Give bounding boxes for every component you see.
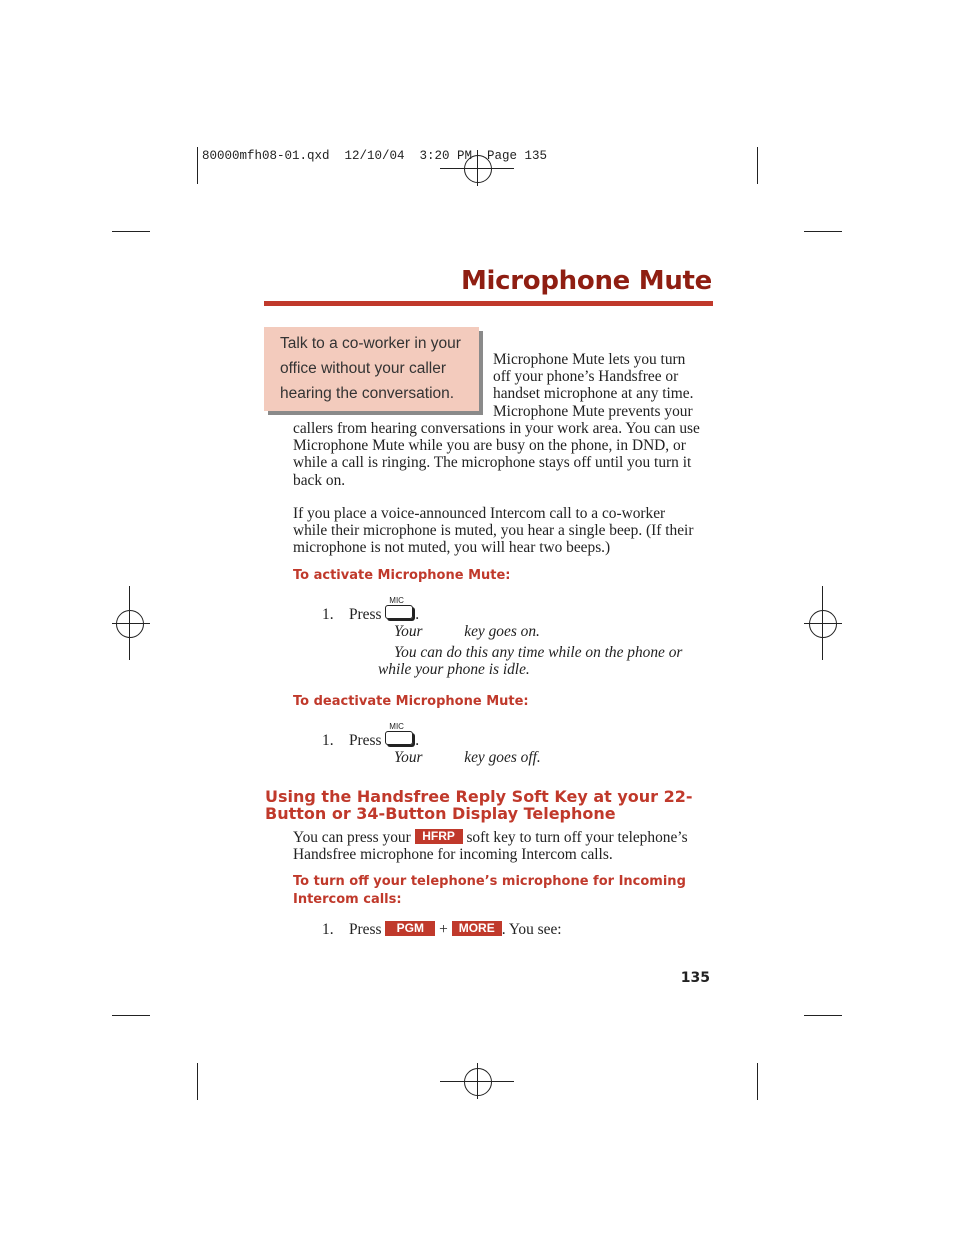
mic-key-label: MIC [389, 722, 404, 731]
result-rest: key goes on. [464, 623, 540, 640]
hfrp-softkey: HFRP [415, 829, 463, 844]
handsfree-heading [265, 788, 693, 822]
mic-key-icon [385, 596, 415, 621]
mic-key-label: MIC [389, 596, 404, 605]
subheading-line: Intercom calls: [293, 892, 402, 907]
intro-line: Microphone Mute lets you turn [493, 351, 686, 368]
crop-mark [197, 1063, 198, 1100]
para-before-key: You can press your [293, 829, 411, 846]
crop-mark [112, 1015, 150, 1016]
step-period: . [415, 606, 420, 623]
page-number: 135 [680, 970, 710, 986]
intercom-paragraph [293, 505, 693, 557]
step-text: Press [348, 732, 382, 749]
deactivate-step [322, 722, 420, 749]
crop-mark [112, 231, 150, 232]
intercom-line: while their microphone is muted, you hear a single beep. (If their [293, 522, 694, 540]
mic-key-icon [385, 722, 415, 747]
result-your: Your [394, 749, 423, 766]
step-text: Press [348, 921, 382, 938]
intercom-line: microphone is not muted, you will hear two beeps.) [293, 539, 611, 557]
intro-line: off your phone’s Handsfree or [493, 368, 679, 386]
callout-line: office without your caller [280, 360, 446, 377]
intercom-line: If you place a voice-announced Intercom call to a co-worker [293, 505, 666, 522]
crop-mark [197, 147, 198, 184]
heading-line: Using the Handsfree Reply Soft Key at your 22- [265, 787, 693, 806]
handsfree-paragraph [293, 829, 688, 863]
subheading-line: To turn off your telephone’s microphone for Incoming [293, 874, 686, 889]
turn-off-heading [293, 873, 686, 909]
deactivate-heading: To deactivate Microphone Mute: [293, 694, 529, 709]
pgm-softkey: PGM [385, 921, 435, 936]
activate-step [322, 596, 420, 623]
intro-line: Microphone Mute prevents your [493, 402, 693, 420]
title-rule [264, 301, 713, 306]
intro-line: callers from hearing conversations in your work area. You can use [293, 420, 700, 437]
intro-line: Microphone Mute while you are busy on the phone, in DND, or [293, 437, 686, 455]
deactivate-result [394, 749, 541, 766]
crop-mark [804, 231, 842, 232]
intro-line: while a call is ringing. The microphone stays off until you turn it [293, 454, 692, 472]
intro-line: back on. [293, 471, 346, 489]
step-text: Press [348, 606, 382, 623]
intro-paragraph-continued [293, 420, 700, 489]
activate-heading: To activate Microphone Mute: [293, 568, 511, 583]
intro-line: handset microphone at any time. [493, 385, 694, 403]
callout-line: Talk to a co-worker in your [280, 335, 461, 352]
callout-box [264, 327, 479, 411]
step-number: 1. [322, 606, 334, 623]
activate-result [394, 623, 540, 640]
crop-mark [757, 147, 758, 184]
file-slug: 80000mfh08-01.qxd 12/10/04 3:20 PM Page 135 [202, 149, 548, 163]
page-title: Microphone Mute [460, 266, 712, 296]
note-line: while your phone is idle. [378, 661, 530, 679]
intro-paragraph [493, 351, 693, 420]
result-rest: key goes off. [464, 749, 541, 766]
step-period: . [415, 732, 420, 749]
more-softkey: MORE [452, 921, 502, 936]
crop-mark [757, 1063, 758, 1100]
para-line: Handsfree microphone for incoming Intercom calls. [293, 846, 613, 864]
result-your: Your [394, 623, 423, 640]
activate-note [378, 644, 682, 678]
para-after-key: soft key to turn off your telephone’s [466, 829, 688, 846]
turn-off-step [322, 921, 562, 938]
plus-sign: + [439, 921, 448, 938]
step-number: 1. [322, 732, 334, 749]
step-number: 1. [322, 921, 334, 938]
callout-line: hearing the conversation. [280, 385, 455, 402]
note-line: You can do this any time while on the phone or [394, 644, 683, 661]
heading-line: Button or 34-Button Display Telephone [265, 804, 616, 823]
crop-mark [804, 1015, 842, 1016]
step-end: . You see: [501, 921, 562, 938]
